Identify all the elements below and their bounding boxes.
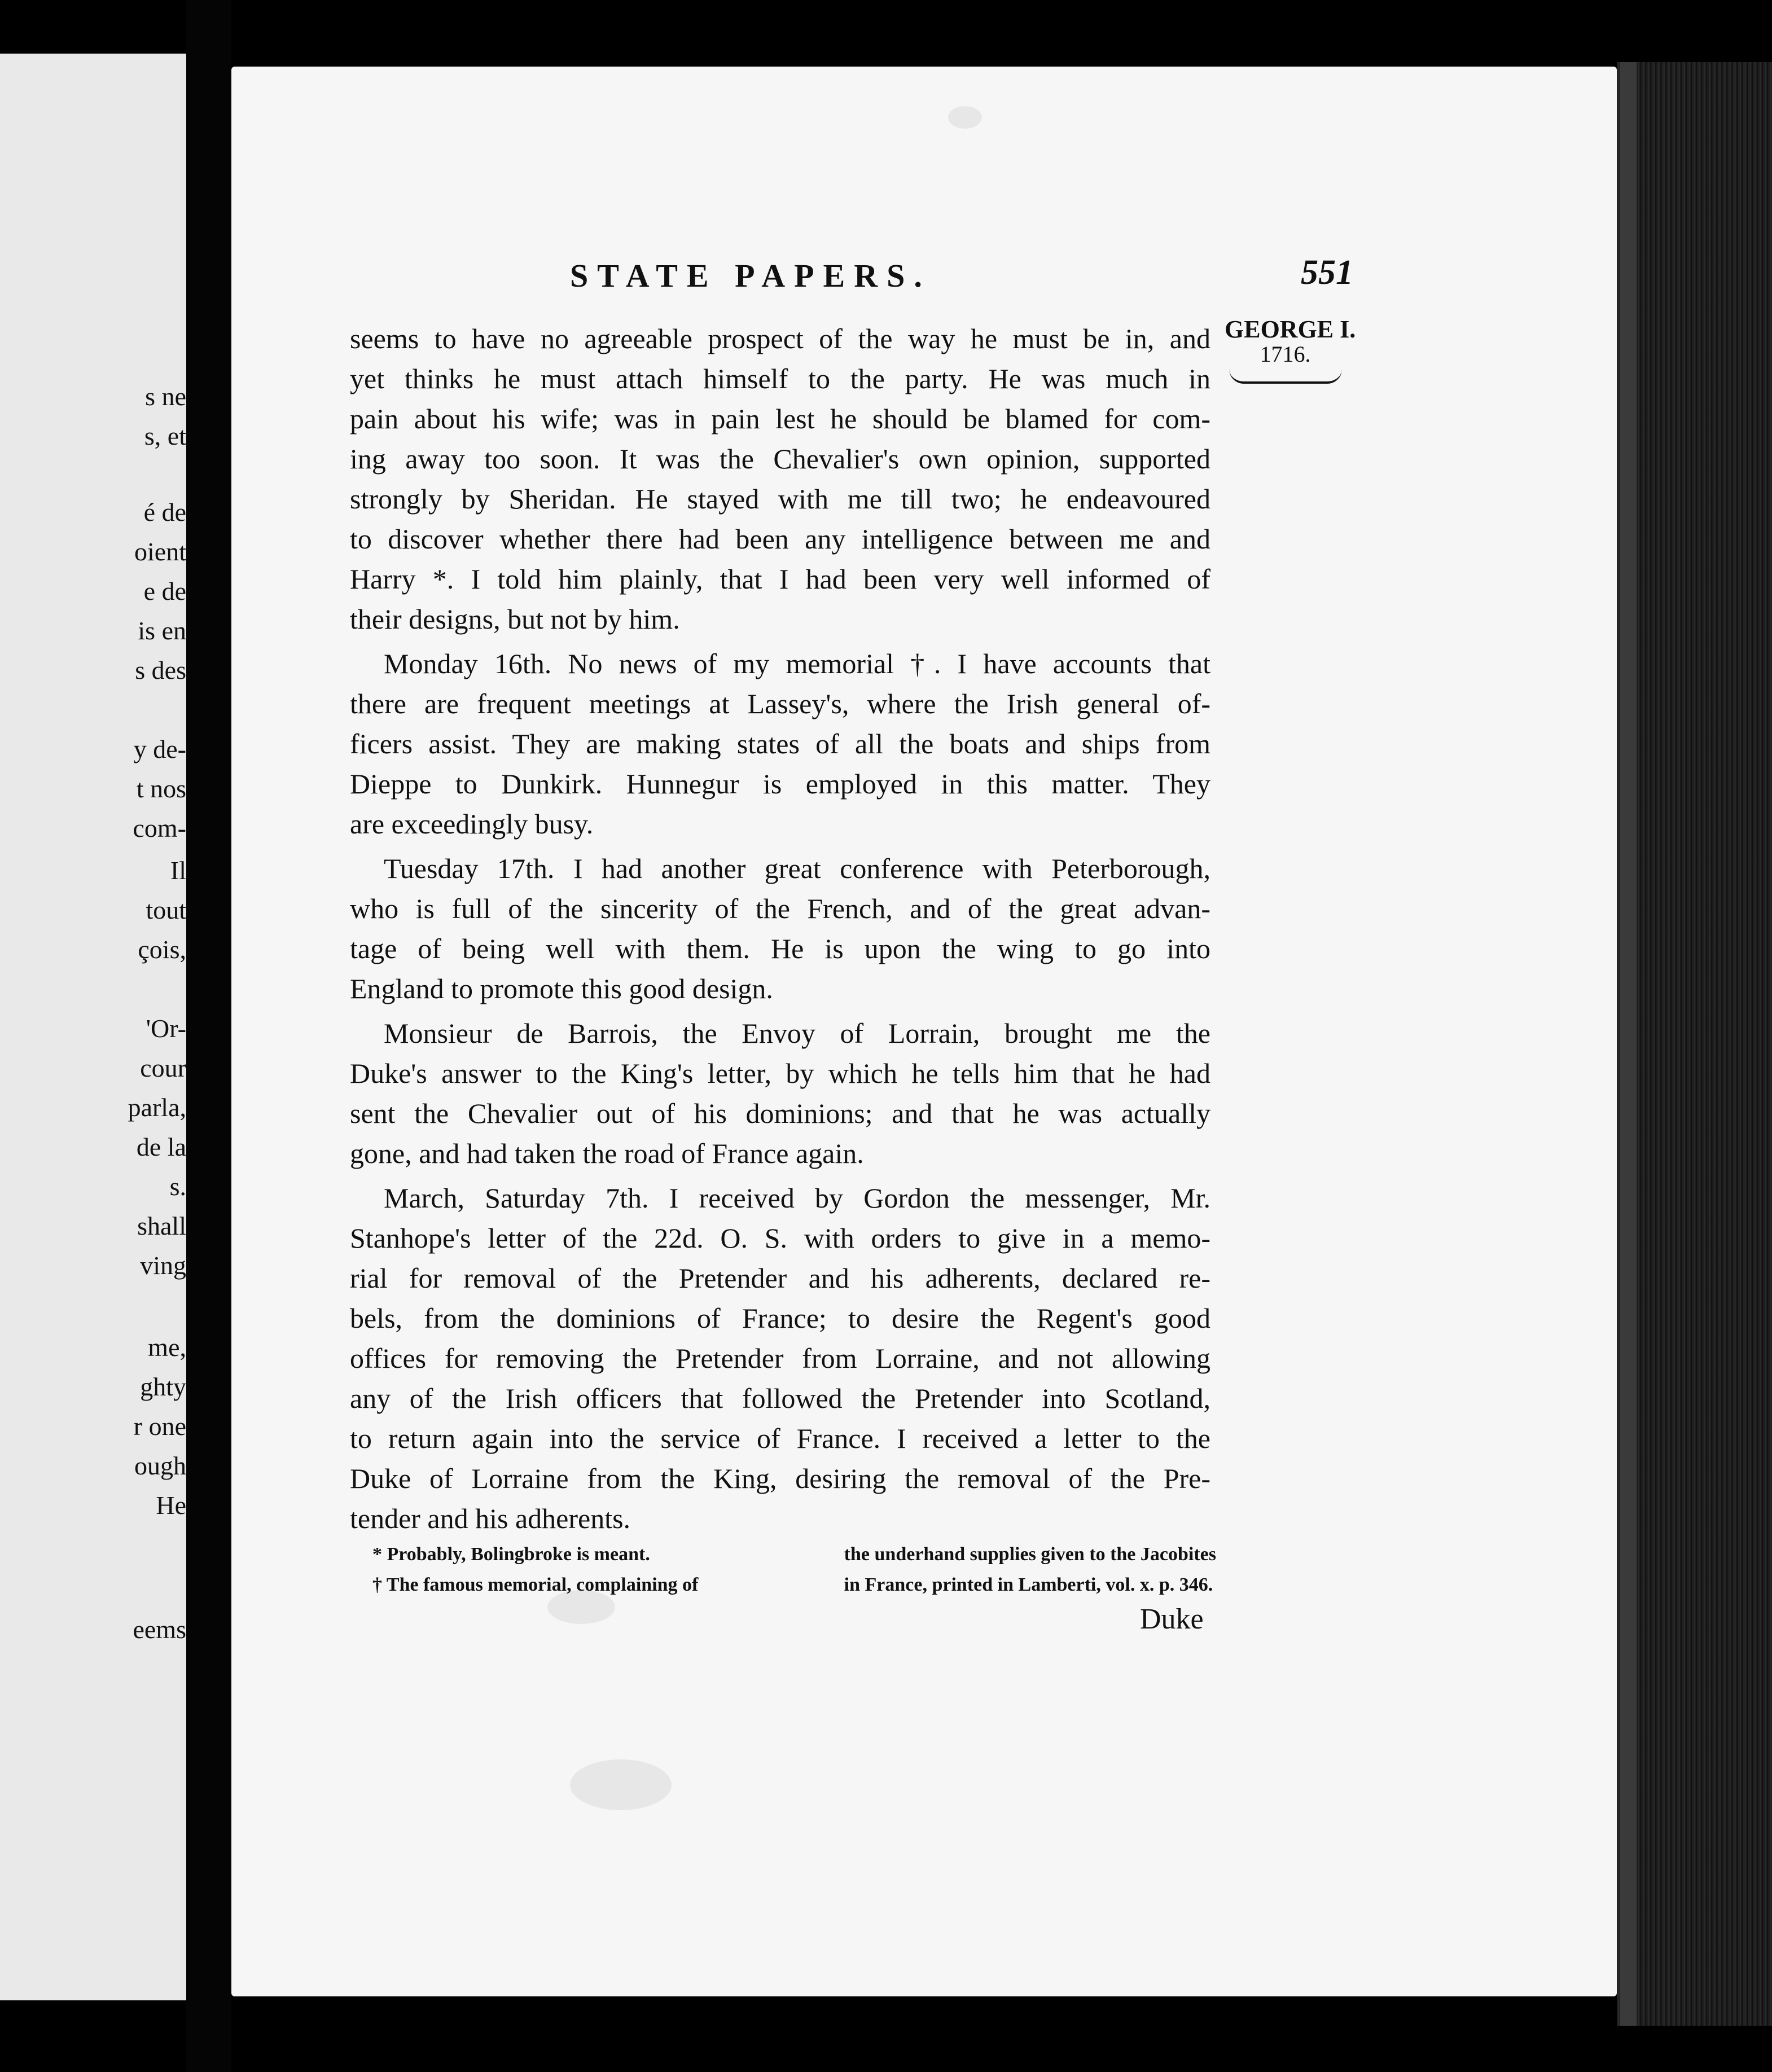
footnote-column-right [844, 1539, 1216, 1600]
left-fragment: s ne [145, 382, 186, 411]
left-fragment: is en [138, 616, 186, 645]
left-fragment: s des [135, 656, 186, 684]
text-line: gone, and had taken the road of France again. [350, 1138, 864, 1169]
left-fragment: é de [143, 498, 186, 526]
brace-mark [1229, 369, 1342, 384]
text-line: Duke of Lorraine from the King, desiring the removal of the Pre- [350, 1463, 1210, 1494]
left-fragment: shall [137, 1211, 186, 1240]
left-fragment: eems [133, 1615, 186, 1644]
book-gutter [186, 0, 231, 2072]
left-fragment: He [156, 1491, 186, 1520]
text-line: pain about his wife; was in pain lest he should be blamed for com- [350, 403, 1210, 434]
text-line: seems to have no agreeable prospect of the way he must be in, and [350, 323, 1210, 354]
text-line: sent the Chevalier out of his dominions; and that he was actually [350, 1098, 1210, 1129]
left-fragment: s, et [144, 422, 186, 450]
text-line: any of the Irish officers that followed the Pretender into Scotland, [350, 1382, 1210, 1414]
text-line: strongly by Sheridan. He stayed with me till two; he endeavoured [350, 483, 1210, 515]
footnote-column-left [372, 1539, 698, 1600]
text-line: to discover whether there had been any intelligence between me and [350, 523, 1210, 555]
text-line: tage of being well with them. He is upon the wing to go into [350, 933, 1210, 964]
text-line: ficers assist. They are making states of all the boats and ships from [350, 728, 1210, 760]
left-fragment: tout [146, 895, 186, 924]
left-fragment: parla, [128, 1093, 186, 1122]
left-fragment: ough [134, 1451, 186, 1480]
running-title: STATE PAPERS. [570, 257, 931, 294]
left-fragment: s. [169, 1172, 186, 1201]
left-fragment: ving [140, 1251, 186, 1280]
left-fragment: çois, [138, 935, 186, 964]
text-line: who is full of the sincerity of the French, and of the great advan- [350, 893, 1210, 924]
footnote-line: † The famous memorial, complaining of [372, 1574, 699, 1595]
left-fragment: me, [148, 1333, 186, 1362]
page-edge-stack [1617, 62, 1772, 2026]
page-edge-shadow [1620, 62, 1637, 2026]
text-line: Stanhope's letter of the 22d. O. S. with orders to give in a memo- [350, 1222, 1210, 1254]
left-fragment: 'Or- [146, 1014, 186, 1043]
text-line: Dieppe to Dunkirk. Hunnegur is employed in this matter. They [350, 768, 1210, 800]
text-line: Monsieur de Barrois, the Envoy of Lorrain, brought me the [384, 1017, 1210, 1049]
left-fragment: com- [133, 814, 186, 842]
text-line: England to promote this good design. [350, 973, 773, 1004]
left-fragment: ghty [140, 1372, 186, 1401]
left-fragment: de la [136, 1132, 186, 1161]
page-number: 551 [1301, 253, 1353, 292]
text-line: rial for removal of the Pretender and his adherents, declared re- [350, 1262, 1210, 1294]
left-page-fragments [0, 0, 186, 2072]
text-line: offices for removing the Pretender from Lorraine, and not allowing [350, 1342, 1210, 1374]
left-fragment: e de [143, 577, 186, 605]
text-line: yet thinks he must attach himself to the party. He was much in [350, 363, 1210, 394]
text-line: Monday 16th. No news of my memorial †. I have accounts that [384, 648, 1210, 679]
left-fragment: y de- [133, 735, 186, 763]
left-fragment: cour [140, 1053, 186, 1082]
text-line: their designs, but not by him. [350, 603, 680, 635]
footnote-line: the underhand supplies given to the Jacobites [844, 1544, 1216, 1565]
text-line: bels, from the dominions of France; to desire the Regent's good [350, 1302, 1210, 1334]
body-text [350, 319, 1210, 1539]
footnotes [372, 1539, 1216, 1600]
text-line: ing away too soon. It was the Chevalier's own opinion, supported [350, 443, 1210, 475]
left-fragment: oient [134, 537, 186, 566]
left-fragment: r one [133, 1412, 186, 1441]
catchword: Duke [1140, 1603, 1204, 1635]
text-line: Tuesday 17th. I had another great conference with Peterborough, [384, 853, 1210, 884]
text-line: to return again into the service of France. I received a letter to the [350, 1423, 1210, 1454]
footnote-line: * Probably, Bolingbroke is meant. [372, 1544, 650, 1565]
text-line: March, Saturday 7th. I received by Gordon the messenger, Mr. [384, 1182, 1210, 1214]
margin-note-title: GEORGE I. [1225, 315, 1356, 343]
left-fragment: Il [170, 856, 186, 885]
footnote-line: in France, printed in Lamberti, vol. x. p. 346. [844, 1574, 1213, 1595]
margin-note [1225, 315, 1356, 384]
text-line: Harry *. I told him plainly, that I had been very well informed of [350, 563, 1210, 595]
margin-note-year: 1716. [1260, 341, 1311, 367]
text-line: are exceedingly busy. [350, 808, 594, 840]
text-line: Duke's answer to the King's letter, by which he tells him that he had [350, 1057, 1210, 1089]
left-fragment: t nos [136, 774, 186, 803]
text-line: tender and his adherents. [350, 1503, 631, 1534]
text-line: there are frequent meetings at Lassey's, where the Irish general of- [350, 688, 1210, 719]
